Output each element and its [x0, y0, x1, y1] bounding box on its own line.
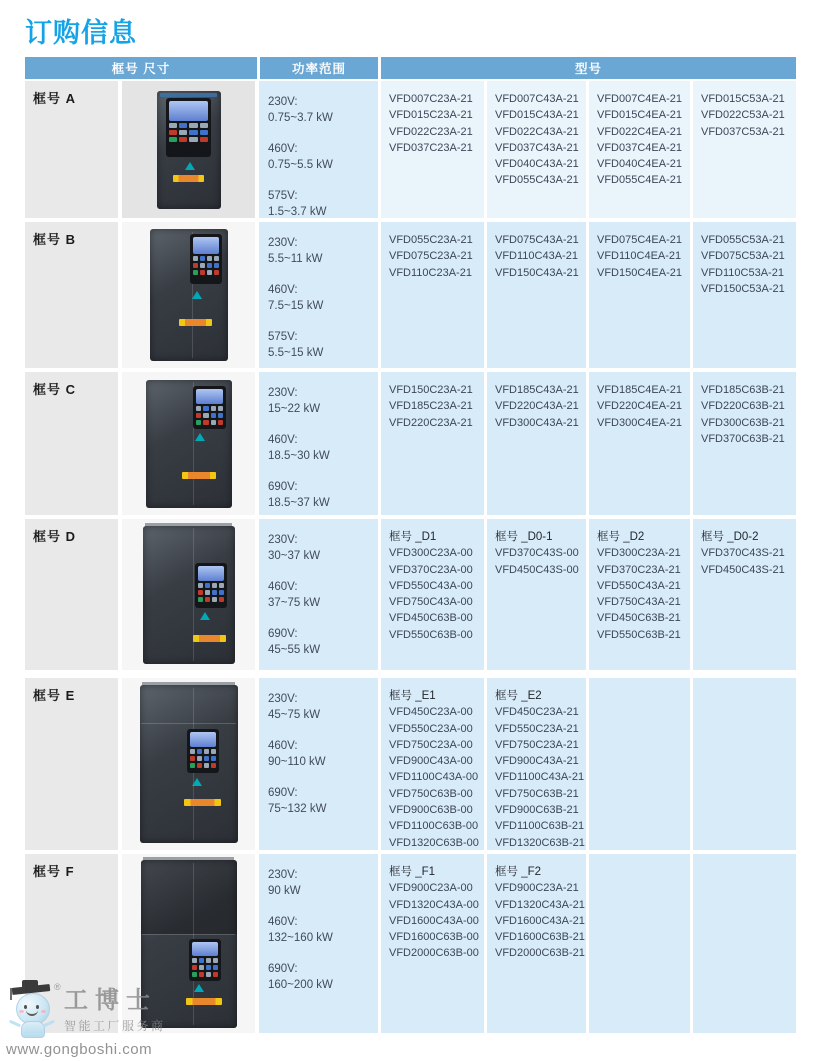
- table-row: [25, 372, 796, 515]
- model-cell: [693, 222, 796, 368]
- model-number: VFD185C43A-21: [495, 384, 579, 396]
- drive-lcd-screen: [169, 101, 208, 122]
- table-header: [25, 57, 796, 79]
- model-number: VFD022C4EA-21: [597, 125, 682, 138]
- power-group: [268, 94, 374, 126]
- model-number: VFD150C43A-21: [495, 266, 579, 279]
- model-number: VFD040C43A-21: [495, 158, 579, 171]
- power-group: [268, 579, 374, 611]
- product-image-cell: [122, 222, 255, 368]
- model-number: VFD1100C43A-00: [389, 771, 479, 784]
- model-number: VFD110C23A-21: [389, 266, 472, 279]
- model-number: VFD1600C63B-21: [495, 931, 585, 944]
- model-number: VFD110C53A-21: [701, 266, 784, 279]
- model-cell: [589, 81, 690, 218]
- model-cell: [487, 81, 586, 218]
- watermark-tagline: 智能工厂服务商: [64, 1019, 166, 1033]
- model-number: VFD022C53A-21: [701, 109, 785, 122]
- power-range-value: 5.5~15 kW: [268, 347, 324, 359]
- model-number: VFD750C43A-00: [389, 596, 473, 609]
- model-number: VFD055C23A-21: [389, 234, 473, 246]
- model-number: VFD007C23A-21: [389, 93, 473, 105]
- power-group: [268, 785, 374, 817]
- model-column-header: 框号 _D0-1: [495, 531, 553, 543]
- drive-keypad: [193, 386, 227, 430]
- power-range-value: 7.5~15 kW: [268, 300, 324, 312]
- inverter-drive-illustration: [140, 685, 238, 843]
- power-voltage: 690V:: [268, 787, 298, 799]
- warning-label-icon: [193, 635, 226, 642]
- drive-keypad-buttons: [192, 958, 219, 977]
- power-range-value: 90~110 kW: [268, 756, 326, 768]
- power-voltage: 460V:: [268, 740, 298, 752]
- model-number: VFD1600C43A-00: [389, 914, 479, 927]
- model-number: VFD450C43S-21: [701, 563, 785, 576]
- registered-mark: ®: [54, 982, 61, 992]
- model-cell: [589, 519, 690, 670]
- model-number: VFD750C23A-21: [495, 738, 579, 751]
- model-number: VFD900C23A-00: [389, 882, 473, 895]
- power-voltage: 230V:: [268, 96, 298, 108]
- model-number: VFD550C23A-00: [389, 722, 473, 735]
- frame-label: 框号 D: [25, 519, 118, 670]
- inverter-drive-illustration: [150, 229, 228, 361]
- model-number: VFD750C63B-21: [495, 787, 579, 800]
- model-cell: [381, 222, 484, 368]
- model-number: VFD037C23A-21: [389, 141, 473, 154]
- frame-label: 框号 F: [25, 854, 118, 1033]
- model-column-header: 框号 _E2: [495, 690, 542, 702]
- drive-keypad: [190, 234, 222, 284]
- product-image-cell: [122, 519, 255, 670]
- drive-lcd-screen: [198, 566, 224, 581]
- page-title: 订购信息: [25, 18, 137, 48]
- model-cell: [487, 519, 586, 670]
- drive-top-panel: [141, 860, 237, 934]
- power-voltage: 230V:: [268, 237, 298, 249]
- model-number: VFD220C43A-21: [495, 400, 579, 413]
- model-number: VFD300C63B-21: [701, 416, 785, 429]
- power-voltage: 230V:: [268, 387, 298, 399]
- model-number: VFD1600C63B-00: [389, 931, 479, 944]
- model-number: VFD550C43A-21: [597, 579, 681, 592]
- mounting-bracket: [145, 523, 232, 526]
- table-row: [25, 222, 796, 368]
- model-cell: [487, 678, 586, 850]
- model-number: VFD300C4EA-21: [597, 416, 682, 429]
- power-group: [268, 914, 374, 946]
- delta-logo-icon: [185, 162, 195, 170]
- model-number: VFD110C4EA-21: [597, 250, 682, 263]
- power-voltage: 690V:: [268, 963, 298, 975]
- drive-keypad: [166, 98, 211, 157]
- model-number: VFD075C53A-21: [701, 250, 785, 263]
- model-number: VFD022C43A-21: [495, 125, 579, 138]
- delta-logo-icon: [200, 612, 210, 620]
- model-number: VFD450C23A-21: [495, 706, 579, 719]
- model-number: VFD022C23A-21: [389, 125, 473, 138]
- ordering-table: [25, 57, 796, 1033]
- power-voltage: 460V:: [268, 143, 298, 155]
- model-number: VFD300C43A-21: [495, 416, 579, 429]
- power-group: [268, 691, 374, 723]
- model-number: VFD370C23A-00: [389, 563, 473, 576]
- model-number: VFD150C23A-21: [389, 384, 473, 396]
- power-range-value: 5.5~11 kW: [268, 253, 323, 265]
- table-row: [25, 81, 796, 218]
- power-range-cell: [259, 81, 378, 218]
- product-image-cell: [122, 372, 255, 515]
- model-number: VFD015C53A-21: [701, 93, 785, 105]
- model-column-header: 框号 _F1: [389, 866, 436, 878]
- power-range-cell: [259, 372, 378, 515]
- model-number: VFD550C43A-00: [389, 579, 473, 592]
- warning-label-icon: [179, 319, 212, 326]
- power-range-cell: [259, 519, 378, 670]
- model-number: VFD075C4EA-21: [597, 234, 682, 246]
- model-number: VFD750C23A-00: [389, 738, 473, 751]
- delta-logo-icon: [192, 291, 202, 299]
- power-group: [268, 867, 374, 899]
- drive-keypad: [195, 563, 227, 609]
- drive-seam-horizontal: [141, 723, 235, 724]
- model-column-header: 框号 _F2: [495, 866, 542, 878]
- model-number: VFD040C4EA-21: [597, 158, 682, 171]
- model-number: VFD075C43A-21: [495, 234, 579, 246]
- product-image-cell: [122, 81, 255, 218]
- model-cell: [589, 222, 690, 368]
- model-cell: [693, 519, 796, 670]
- model-column-header: 框号 _E1: [389, 690, 436, 702]
- model-number: VFD370C63B-21: [701, 432, 785, 445]
- drive-keypad-buttons: [169, 123, 208, 142]
- model-number: VFD900C43A-00: [389, 755, 473, 768]
- power-range-value: 45~55 kW: [268, 644, 321, 656]
- model-number: VFD015C23A-21: [389, 109, 473, 122]
- model-cell: [693, 678, 796, 850]
- model-number: VFD055C43A-21: [495, 174, 579, 187]
- model-number: VFD550C23A-21: [495, 722, 579, 735]
- model-column-header: 框号 _D0-2: [701, 531, 759, 543]
- model-number: VFD037C53A-21: [701, 125, 785, 138]
- model-number: VFD150C4EA-21: [597, 266, 682, 279]
- power-range-cell: [259, 678, 378, 850]
- model-number: VFD450C63B-21: [597, 612, 681, 625]
- power-range-value: 37~75 kW: [268, 597, 321, 609]
- model-number: VFD1320C63B-21: [495, 836, 585, 849]
- model-number: VFD1320C43A-21: [495, 898, 585, 911]
- power-group: [268, 141, 374, 173]
- warning-label-icon: [184, 799, 221, 806]
- model-cell: [381, 81, 484, 218]
- power-range-value: 132~160 kW: [268, 932, 333, 944]
- product-image-cell: [122, 678, 255, 850]
- model-number: VFD1100C43A-21: [495, 771, 585, 784]
- model-cell: [693, 372, 796, 515]
- model-number: VFD007C4EA-21: [597, 93, 682, 105]
- model-number: VFD900C43A-21: [495, 755, 579, 768]
- model-number: VFD1600C43A-21: [495, 914, 585, 927]
- power-range-value: 1.5~3.7 kW: [268, 206, 327, 218]
- model-number: VFD450C23A-00: [389, 706, 473, 719]
- power-group: [268, 385, 374, 417]
- drive-lcd-screen: [196, 389, 224, 404]
- model-number: VFD1100C63B-00: [389, 820, 479, 833]
- power-voltage: 690V:: [268, 481, 298, 493]
- power-voltage: 575V:: [268, 331, 298, 343]
- model-number: VFD450C63B-00: [389, 612, 473, 625]
- model-number: VFD185C4EA-21: [597, 384, 682, 396]
- gongboshi-mascot-icon: [6, 980, 64, 1038]
- watermark-brand: 工博士: [64, 988, 157, 1014]
- model-number: VFD075C23A-21: [389, 250, 473, 263]
- model-number: VFD185C23A-21: [389, 400, 473, 413]
- power-group: [268, 188, 374, 220]
- power-range-value: 45~75 kW: [268, 709, 321, 721]
- watermark: [6, 980, 206, 1058]
- model-cell: [381, 372, 484, 515]
- model-number: VFD300C23A-00: [389, 547, 473, 560]
- power-group: [268, 626, 374, 658]
- table-body: [25, 81, 796, 1033]
- delta-logo-icon: [195, 433, 205, 441]
- model-cell: [487, 854, 586, 1033]
- header-cell-frame-size: 框号 尺寸: [25, 57, 257, 79]
- warning-label-icon: [173, 175, 204, 182]
- power-group: [268, 961, 374, 993]
- model-number: VFD015C43A-21: [495, 109, 579, 122]
- power-range-value: 15~22 kW: [268, 403, 321, 415]
- model-cell: [381, 678, 484, 850]
- power-voltage: 575V:: [268, 190, 298, 202]
- model-number: VFD550C63B-00: [389, 628, 473, 641]
- model-number: VFD037C4EA-21: [597, 141, 682, 154]
- power-voltage: 460V:: [268, 581, 298, 593]
- power-range-value: 30~37 kW: [268, 550, 321, 562]
- model-number: VFD055C4EA-21: [597, 174, 682, 187]
- power-range-value: 18.5~30 kW: [268, 450, 330, 462]
- model-cell: [589, 372, 690, 515]
- drive-keypad-buttons: [196, 406, 224, 425]
- inverter-drive-illustration: [146, 380, 232, 508]
- drive-keypad-buttons: [190, 749, 216, 768]
- model-number: VFD185C63B-21: [701, 384, 785, 396]
- header-cell-power-range: 功率范围: [260, 57, 378, 79]
- model-number: VFD550C63B-21: [597, 628, 681, 641]
- model-number: VFD220C63B-21: [701, 400, 785, 413]
- model-number: VFD150C53A-21: [701, 282, 785, 295]
- power-range-cell: [259, 854, 378, 1033]
- frame-label: 框号 C: [25, 372, 118, 515]
- model-cell: [589, 678, 690, 850]
- power-voltage: 460V:: [268, 916, 298, 928]
- model-number: VFD370C43S-00: [495, 547, 579, 560]
- model-number: VFD750C63B-00: [389, 787, 473, 800]
- model-cell: [487, 372, 586, 515]
- model-number: VFD037C43A-21: [495, 141, 579, 154]
- drive-lcd-screen: [192, 942, 219, 956]
- power-group: [268, 479, 374, 511]
- frame-label: 框号 A: [25, 81, 118, 218]
- drive-lcd-screen: [190, 732, 216, 747]
- model-number: VFD055C53A-21: [701, 234, 785, 246]
- power-range-value: 160~200 kW: [268, 979, 333, 991]
- power-group: [268, 432, 374, 464]
- model-number: VFD750C43A-21: [597, 596, 681, 609]
- inverter-drive-illustration: [157, 91, 221, 209]
- model-number: VFD300C23A-21: [597, 547, 681, 560]
- model-number: VFD2000C63B-00: [389, 947, 479, 960]
- power-range-value: 90 kW: [268, 885, 301, 897]
- model-number: VFD900C63B-21: [495, 804, 579, 817]
- model-cell: [487, 222, 586, 368]
- drive-top-cap: [160, 93, 216, 97]
- model-number: VFD370C43S-21: [701, 547, 785, 560]
- drive-keypad-buttons: [193, 256, 219, 275]
- watermark-url: www.gongboshi.com: [6, 1041, 153, 1058]
- warning-label-icon: [182, 472, 216, 479]
- power-range-value: 75~132 kW: [268, 803, 327, 815]
- model-cell: [693, 854, 796, 1033]
- model-number: VFD1320C63B-00: [389, 836, 479, 849]
- drive-keypad: [187, 729, 219, 773]
- power-range-value: 0.75~5.5 kW: [268, 159, 333, 171]
- power-range-cell: [259, 222, 378, 368]
- model-cell: [589, 854, 690, 1033]
- power-group: [268, 235, 374, 267]
- table-row: [25, 678, 796, 850]
- drive-keypad: [189, 939, 222, 981]
- model-cell: [381, 519, 484, 670]
- model-column-header: 框号 _D1: [389, 531, 437, 543]
- power-range-value: 0.75~3.7 kW: [268, 112, 333, 124]
- power-voltage: 460V:: [268, 434, 298, 446]
- power-group: [268, 738, 374, 770]
- model-number: VFD1100C63B-21: [495, 820, 585, 833]
- frame-label: 框号 E: [25, 678, 118, 850]
- power-group: [268, 532, 374, 564]
- model-cell: [693, 81, 796, 218]
- power-group: [268, 329, 374, 361]
- power-voltage: 690V:: [268, 628, 298, 640]
- drive-keypad-buttons: [198, 583, 224, 602]
- model-number: VFD370C23A-21: [597, 563, 681, 576]
- frame-label: 框号 B: [25, 222, 118, 368]
- power-voltage: 460V:: [268, 284, 298, 296]
- mounting-bracket: [142, 682, 234, 685]
- power-voltage: 230V:: [268, 869, 298, 881]
- power-range-value: 18.5~37 kW: [268, 497, 330, 509]
- inverter-drive-illustration: [143, 526, 235, 664]
- model-number: VFD110C43A-21: [495, 250, 578, 263]
- model-number: VFD900C23A-21: [495, 882, 579, 895]
- header-cell-model: 型号: [381, 57, 796, 79]
- power-group: [268, 282, 374, 314]
- model-number: VFD2000C63B-21: [495, 947, 585, 960]
- model-number: VFD450C43S-00: [495, 563, 579, 576]
- power-voltage: 230V:: [268, 534, 298, 546]
- model-column-header: 框号 _D2: [597, 531, 645, 543]
- drive-lcd-screen: [193, 237, 219, 254]
- model-number: VFD007C43A-21: [495, 93, 579, 105]
- model-number: VFD015C4EA-21: [597, 109, 682, 122]
- power-voltage: 230V:: [268, 693, 298, 705]
- model-number: VFD220C23A-21: [389, 416, 473, 429]
- delta-logo-icon: [192, 778, 202, 786]
- model-number: VFD900C63B-00: [389, 804, 473, 817]
- model-number: VFD1320C43A-00: [389, 898, 479, 911]
- model-cell: [381, 854, 484, 1033]
- model-number: VFD220C4EA-21: [597, 400, 682, 413]
- table-row: [25, 519, 796, 670]
- drive-seam-horizontal: [142, 934, 234, 935]
